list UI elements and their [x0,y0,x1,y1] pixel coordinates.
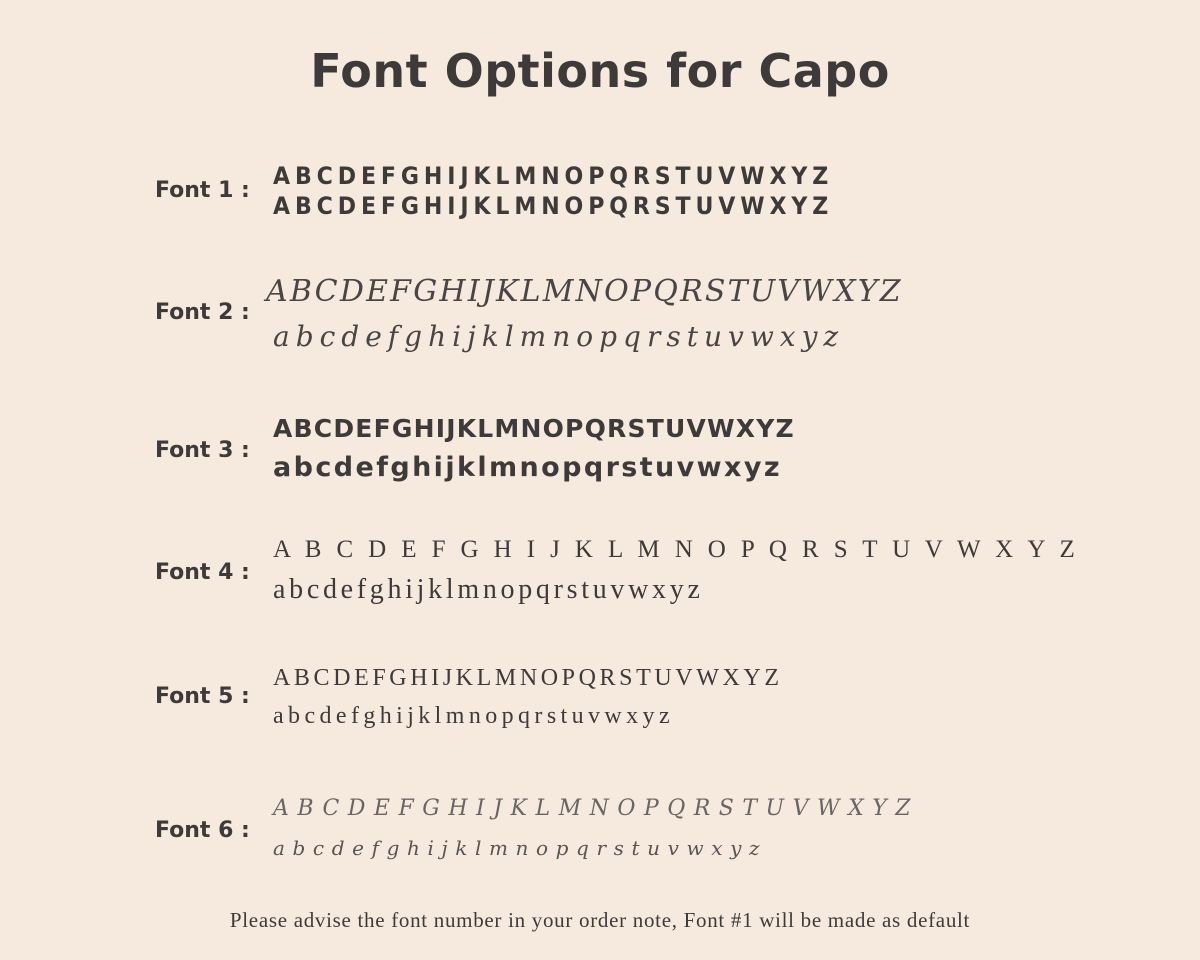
lowercase-sample: abcdefghijklmnopqrstuvwxyz [273,320,845,353]
uppercase-sample: A B C D E F G H I J K L M N O P Q R S T U V W X Y Z [273,536,1080,563]
uppercase-sample-2: ABCDEFGHIJKLMNOPQRSTUVWXYZ [273,192,834,220]
page-title: Font Options for Capo [310,44,890,98]
uppercase-sample: ABCDEFGHIJKLMNOPQRSTUVWXYZ [273,796,920,821]
lowercase-sample: abcdefghijklmnopqrstuvwxyz [273,574,704,605]
uppercase-sample: ABCDEFGHIJKLMNOPQRSTUVWXYZ [273,162,834,190]
font-option-3 [0,412,1200,512]
font-label: Font 1 : [155,178,250,203]
font-label: Font 3 : [155,438,250,463]
order-note-instruction: Please advise the font number in your order note, Font #1 will be made as default [229,908,971,932]
lowercase-sample: abcdefghijklmnopqrstuvwxyz [273,836,768,860]
font-label: Font 5 : [155,684,250,709]
font-option-4 [0,534,1200,634]
font-label: Font 4 : [155,560,250,585]
font-option-1 [0,160,1200,260]
uppercase-sample: ABCDEFGHIJKLMNOPQRSTUVWXYZ [266,274,903,309]
font-option-6 [0,794,1200,894]
uppercase-sample: ABCDEFGHIJKLMNOPQRSTUVWXYZ [273,665,783,691]
uppercase-sample: ABCDEFGHIJKLMNOPQRSTUVWXYZ [273,414,795,443]
lowercase-sample: abcdefghijklmnopqrstuvwxyz [273,452,782,483]
font-option-2 [0,272,1200,372]
lowercase-sample: abcdefghijklmnopqrstuvwxyz [273,703,675,729]
font-option-5 [0,664,1200,764]
font-label: Font 6 : [155,818,250,843]
font-label: Font 2 : [155,300,250,325]
